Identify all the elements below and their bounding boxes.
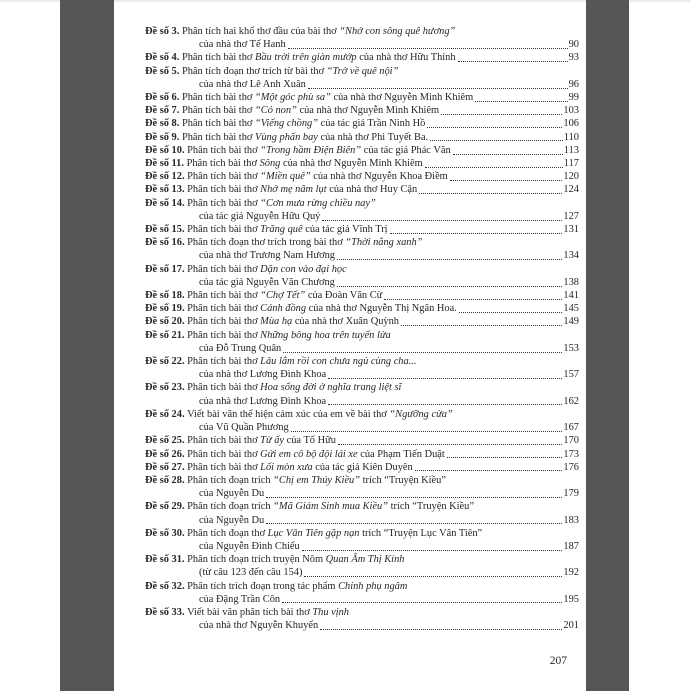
toc-row — [145, 65, 579, 78]
toc-entry-text: Đề số 13. Phân tích bài thơ Nhớ mẹ năm lụt của nhà thơ Huy Cận — [145, 184, 418, 196]
toc-entry-text: của tác giả Nguyễn Hữu Quý — [199, 210, 321, 222]
toc-row — [145, 553, 579, 566]
toc-entry-text: Đề số 16. Phân tích đoạn thơ trích trong bài thơ “Thời nắng xanh” — [145, 237, 423, 249]
toc-entry-text: của nhà thơ Lương Đình Khoa — [199, 395, 327, 407]
toc-row — [145, 183, 579, 196]
toc-page-number: 149 — [563, 316, 579, 328]
toc-page-number: 195 — [563, 593, 579, 605]
toc-entry-text: Đề số 7. Phân tích bài thơ “Cỏ non” của nhà thơ Nguyễn Minh Khiêm — [145, 105, 440, 117]
toc-page-number: 176 — [563, 461, 579, 473]
toc-page-number: 117 — [563, 158, 579, 170]
toc-entry-text: Đề số 32. Phân tích trích đoạn trong tác phẩm Chinh phụ ngâm — [145, 580, 408, 592]
toc-row — [145, 474, 579, 487]
toc-row — [145, 51, 579, 64]
toc-page-number: 110 — [563, 131, 579, 143]
toc-entry-text: Đề số 18. Phân tích bài thơ “Chợ Tết” của Đoàn Văn Cừ — [145, 290, 383, 302]
toc-row — [145, 210, 579, 223]
toc-row — [145, 395, 579, 408]
toc-entry-text: Đề số 17. Phân tích bài thơ Dặn con vào đại học — [145, 263, 347, 275]
toc-page-number: 138 — [563, 276, 579, 288]
toc-entry-text: (từ câu 123 đến câu 154) — [199, 567, 303, 579]
toc-entry-text: của Nguyễn Du — [199, 488, 265, 500]
dot-leader — [415, 470, 563, 471]
toc-entry-text: của nhà thơ Nguyễn Khuyến — [199, 620, 319, 632]
toc-row — [145, 329, 579, 342]
toc-row — [145, 144, 579, 157]
dot-leader — [458, 61, 568, 62]
toc-row — [145, 540, 579, 553]
toc-row — [145, 131, 579, 144]
toc-page-number: 134 — [563, 250, 579, 262]
dot-leader — [459, 312, 563, 313]
toc-page-number: 162 — [563, 395, 579, 407]
toc-list — [145, 25, 579, 632]
toc-page-number: 170 — [563, 435, 579, 447]
toc-row — [145, 461, 579, 474]
toc-row — [145, 117, 579, 130]
toc-entry-text: Đề số 22. Phân tích bài thơ Lâu lắm rồi con chưa ngủ cùng cha... — [145, 356, 417, 368]
toc-row — [145, 249, 579, 262]
toc-page-number: 127 — [563, 210, 579, 222]
dot-leader — [282, 602, 562, 603]
toc-page-number: 99 — [568, 92, 579, 104]
toc-entry-text: Đề số 3. Phân tích hai khổ thơ đầu của bài thơ “Nhớ con sông quê hương” — [145, 26, 456, 37]
toc-row — [145, 381, 579, 394]
right-gray-bar — [586, 0, 629, 691]
footer-page-number: 207 — [549, 655, 567, 667]
toc-row — [145, 104, 579, 117]
toc-entry-text: Đề số 10. Phân tích bài thơ “Trong hầm Điện Biên” của tác giả Phác Văn — [145, 144, 451, 156]
dot-leader — [475, 101, 567, 102]
toc-page-number: 90 — [568, 39, 579, 51]
toc-row — [145, 236, 579, 249]
dot-leader — [328, 404, 562, 405]
toc-row — [145, 619, 579, 632]
toc-row — [145, 342, 579, 355]
toc-row — [145, 289, 579, 302]
toc-entry-text: Đề số 24. Viết bài văn thể hiện cảm xúc của em về bài thơ “Ngưỡng cửa” — [145, 408, 453, 420]
toc-row — [145, 593, 579, 606]
toc-entry-text: Đề số 9. Phân tích bài thơ Vùng phấn bay của nhà thơ Phi Tuyết Ba. — [145, 131, 429, 143]
toc-row — [145, 302, 579, 315]
toc-entry-text: Đề số 14. Phân tích bài thơ “Cơn mưa rừng chiều nay” — [145, 197, 376, 209]
dot-leader — [322, 220, 562, 221]
toc-entry-text: Đề số 12. Phân tích bài thơ “Miền quê” của nhà thơ Nguyễn Khoa Điềm — [145, 171, 448, 183]
toc-page-number: 157 — [563, 369, 579, 381]
toc-entry-text: Đề số 31. Phân tích đoạn trích truyện Nôm Quan Âm Thị Kính — [145, 554, 405, 566]
toc-row — [145, 566, 579, 579]
toc-row — [145, 170, 579, 183]
toc-page-number: 167 — [563, 422, 579, 434]
toc-entry-text: Đề số 4. Phân tích bài thơ Bầu trời trên giàn mướp của nhà thơ Hữu Thỉnh — [145, 52, 456, 64]
toc-row — [145, 38, 579, 51]
toc-entry-text: Đề số 25. Phân tích bài thơ Từ ấy của Tố Hữu — [145, 435, 336, 447]
toc-page-number: 187 — [563, 540, 579, 552]
toc-entry-text: Đề số 19. Phân tích bài thơ Cánh đồng của nhà thơ Nguyễn Thị Ngân Hoa. — [145, 303, 457, 315]
toc-row — [145, 606, 579, 619]
toc-page-number: 153 — [563, 342, 579, 354]
dot-leader — [390, 233, 563, 234]
dot-leader — [304, 576, 562, 577]
toc-row — [145, 421, 579, 434]
toc-entry-text: của nhà thơ Trương Nam Hương — [199, 250, 335, 262]
dot-leader — [266, 497, 562, 498]
toc-entry-text: Đề số 29. Phân tích đoạn trích “Mã Giám Sinh mua Kiều” trích “Truyện Kiều” — [145, 501, 474, 513]
dot-leader — [337, 286, 563, 287]
dot-leader — [384, 299, 562, 300]
toc-entry-text: Đề số 23. Phân tích bài thơ Hoa sống đời ở nghĩa trang liệt sĩ — [145, 382, 402, 394]
dot-leader — [337, 259, 562, 260]
toc-entry-text: của nhà thơ Tế Hanh — [199, 39, 286, 51]
toc-row — [145, 78, 579, 91]
dot-leader — [288, 48, 568, 49]
toc-row — [145, 315, 579, 328]
toc-entry-text: của nhà thơ Lê Anh Xuân — [199, 78, 306, 90]
toc-page-number: 141 — [563, 290, 579, 302]
toc-entry-text: Đề số 26. Phân tích bài thơ Gửi em cô bộ đội lái xe của Phạm Tiến Duật — [145, 448, 445, 460]
toc-page-number: 183 — [563, 514, 579, 526]
toc-row — [145, 276, 579, 289]
toc-page-number: 120 — [563, 171, 579, 183]
toc-row — [145, 197, 579, 210]
toc-row — [145, 355, 579, 368]
left-gray-bar — [60, 0, 114, 691]
toc-entry-text: của Nguyễn Đình Chiểu — [199, 540, 300, 552]
dot-leader — [266, 523, 562, 524]
toc-row — [145, 91, 579, 104]
toc-row — [145, 514, 579, 527]
toc-row — [145, 223, 579, 236]
toc-entry-text: Đề số 28. Phân tích đoạn trích “Chị em Thúy Kiều” trích “Truyện Kiều” — [145, 474, 446, 486]
toc-entry-text: Đề số 15. Phân tích bài thơ Trăng quê của tác giả Vĩnh Trị — [145, 224, 388, 236]
toc-entry-text: Đề số 6. Phân tích bài thơ “Một góc phù sa” của nhà thơ Nguyễn Minh Khiêm — [145, 92, 474, 104]
toc-page-number: 145 — [563, 303, 579, 315]
dot-leader — [430, 140, 563, 141]
dot-leader — [450, 180, 563, 181]
toc-row — [145, 25, 579, 38]
book-page-photo — [114, 0, 586, 691]
toc-page-number: 124 — [563, 184, 579, 196]
toc-page-number: 131 — [563, 224, 579, 236]
toc-row — [145, 368, 579, 381]
toc-entry-text: của Đặng Trần Côn — [199, 593, 281, 605]
toc-entry-text: của Đỗ Trung Quân — [199, 342, 282, 354]
toc-row — [145, 448, 579, 461]
toc-row — [145, 580, 579, 593]
dot-leader — [427, 127, 562, 128]
dot-leader — [308, 88, 568, 89]
toc-row — [145, 408, 579, 421]
toc-entry-text: của Nguyễn Du — [199, 514, 265, 526]
toc-entry-text: Đề số 33. Viết bài văn phân tích bài thơ Thu vịnh — [145, 606, 350, 618]
dot-leader — [302, 550, 563, 551]
toc-entry-text: Đề số 20. Phân tích bài thơ Mùa hạ của nhà thơ Xuân Quỳnh — [145, 316, 399, 328]
toc-row — [145, 487, 579, 500]
toc-entry-text: của tác giả Nguyễn Văn Chương — [199, 276, 335, 288]
toc-entry-text: của nhà thơ Lương Đình Khoa — [199, 369, 327, 381]
toc-row — [145, 157, 579, 170]
toc-page-number: 103 — [563, 105, 579, 117]
dot-leader — [328, 378, 562, 379]
dot-leader — [291, 431, 563, 432]
toc-entry-text: của Vũ Quần Phương — [199, 422, 289, 434]
dot-leader — [283, 352, 562, 353]
toc-page-number: 93 — [568, 52, 579, 64]
toc-page-number: 113 — [563, 144, 579, 156]
toc-page-number: 192 — [563, 567, 579, 579]
toc-row — [145, 263, 579, 276]
dot-leader — [441, 114, 562, 115]
dot-leader — [320, 629, 562, 630]
toc-row — [145, 500, 579, 513]
dot-leader — [338, 444, 562, 445]
dot-leader — [401, 325, 562, 326]
dot-leader — [419, 193, 562, 194]
toc-row — [145, 527, 579, 540]
toc-entry-text: Đề số 21. Phân tích bài thơ Những bông hoa trên tuyến lửa — [145, 329, 391, 341]
toc-page-number: 179 — [563, 488, 579, 500]
toc-entry-text: Đề số 8. Phân tích bài thơ “Viếng chồng” của tác giả Trần Ninh Hồ — [145, 118, 426, 130]
dot-leader — [447, 457, 563, 458]
toc-entry-text: Đề số 5. Phân tích đoạn thơ trích từ bài thơ “Trở về quê nội” — [145, 65, 399, 77]
toc-entry-text: Đề số 11. Phân tích bài thơ Sông của nhà thơ Nguyễn Minh Khiêm — [145, 158, 423, 170]
toc-entry-text: Đề số 30. Phân tích đoạn thơ Lục Vân Tiên gặp nạn trích “Truyện Lục Vân Tiên” — [145, 527, 483, 539]
toc-page-number: 201 — [563, 620, 579, 632]
toc-page-number: 96 — [568, 78, 579, 90]
toc-entry-text: Đề số 27. Phân tích bài thơ Lối mòn xưa của tác giả Kiên Duyên — [145, 461, 413, 473]
toc-row — [145, 434, 579, 447]
dot-leader — [453, 154, 563, 155]
dot-leader — [425, 167, 563, 168]
toc-page-number: 106 — [563, 118, 579, 130]
toc-page-number: 173 — [563, 448, 579, 460]
